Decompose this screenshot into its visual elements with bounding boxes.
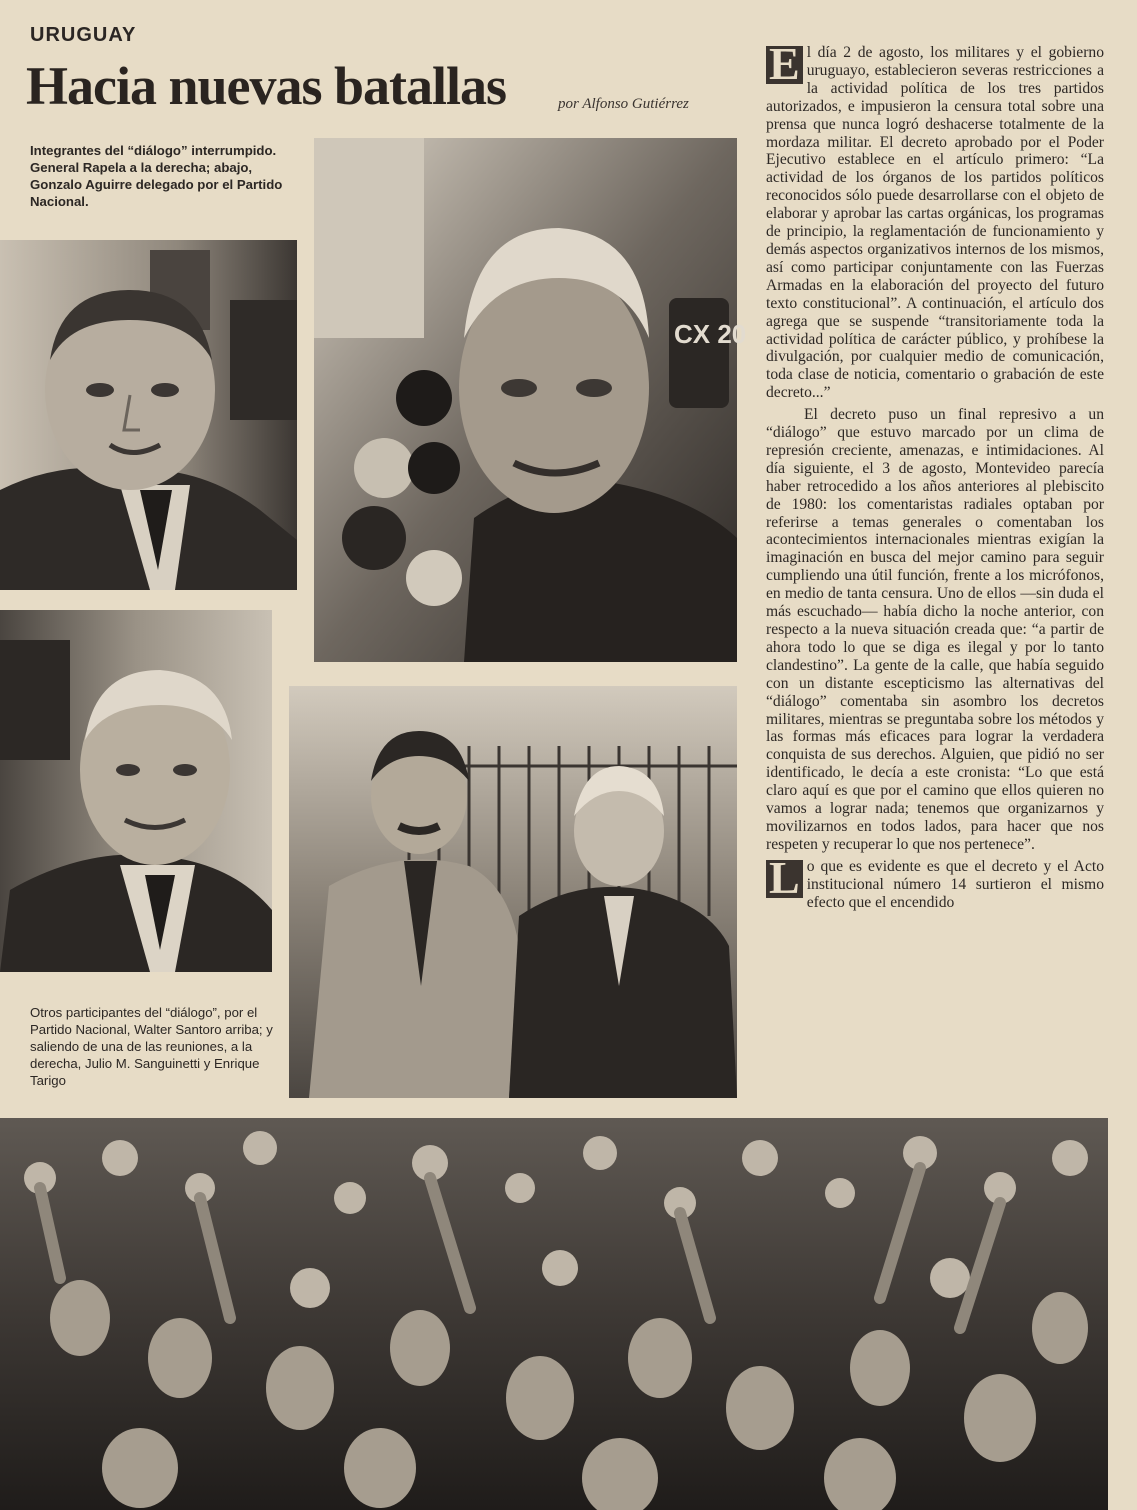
article-body [766,38,1104,1099]
paragraph-3-text: o que es evidente es que el decreto y el Acto institucional número 14 surtieron el mismo efecto que el encendido [806,857,1104,911]
dropcap-l: L [766,860,803,898]
article-paragraph-1 [766,38,1104,402]
caption-bottom: Otros participantes del “diálogo”, por el Partido Nacional, Walter Santoro arriba; y saliendo de una de las reuniones, a la derecha, Julio M. Sanguinetti y Enrique Tarigo [30,1005,273,1088]
article-paragraph-2 [766,406,1104,854]
caption-top: Integrantes del “diálogo” interrumpido. General Rapela a la derecha; abajo, Gonzalo Aguirre delegado por el Partido Nacional. [30,143,283,209]
paragraph-1-text: l día 2 de agosto, los militares y el gobierno uruguayo, establecieron severas restricciones a la actividad política de los tres partidos autorizados, e impusieron la censura total sobre una prensa que nunca logró deshacerse totalmente de la mordaza militar. El decreto aprobado por el Poder Ejecutivo establece en el artículo primero: “La actividad de los órganos de los partidos políticos reconocidos sólo puede desarrollarse con el objeto de elaborar y aprobar las cartas orgánicas, los programas de principio, la reglamentación de funcionamiento y demás aspectos organizativos internos de los mismos, así como participar conjuntamente con las Fuerzas Armadas en la elaboración del proyecto del futuro texto constitucional”. A continuación, el artículo dos agrega que se suspende “transitoriamente toda la actividad política de carácter público, y prohíbese la divulgación, por cualquier medio de comunicación, toda clase de noticia, comentario o grabación de este decreto...” [766,44,1104,402]
photo-gonzalo-aguirre [0,240,297,590]
section-label: URUGUAY [30,24,137,46]
photo-walter-santoro [0,610,272,972]
dropcap-e: E [766,46,803,84]
photo-sanguinetti-tarigo [289,686,737,1098]
article-paragraph-3 [766,851,1104,912]
photo-crowd-raised-fists [0,1118,1108,1510]
paragraph-2-text: El decreto puso un final represivo a un “diálogo” que estuvo marcado por un clima de represión creciente, amenazas, e intimidaciones. Al día siguiente, el 3 de agosto, Montevideo parecía haber retrocedido a los años anteriores al plebiscito de 1980: los comentaristas radiales optaban por referirse a temas generales o comentaban los acontecimientos internacionales mientras exigían la imaginación en busca del mejor camino para seguir cumpliendo una útil función, frente a los micrófonos, en medio de tanta censura. Uno de ellos —sin duda el más escuchado— había dicho la noche anterior, con respecto a la nueva situación creada que: “a partir de ahora todo lo que se diga es ilegal y por lo tanto clandestino”. La gente de la calle, que había seguido con un distante escepticismo las alternativas del “diálogo” comentaba sin asombro los decretos militares, mientras se preguntaba sobre los métodos y las formas más eficaces para lograr la verdadera conquista de sus derechos. Alguien, que pidió no ser identificado, le decía a este cronista: “Lo que está claro aquí es que por el camino que ellos quieren no vamos a lograr nada; tenemos que organizarnos y movilizarnos en todos lados, para hacer que nos respeten y recuperar lo que nos pertenece”. [766,406,1104,853]
photo-general-rapela [314,138,747,662]
byline: por Alfonso Gutiérrez [558,96,689,112]
headline: Hacia nuevas batallas [26,56,507,116]
cx20-sign: CX 20 [674,319,747,349]
